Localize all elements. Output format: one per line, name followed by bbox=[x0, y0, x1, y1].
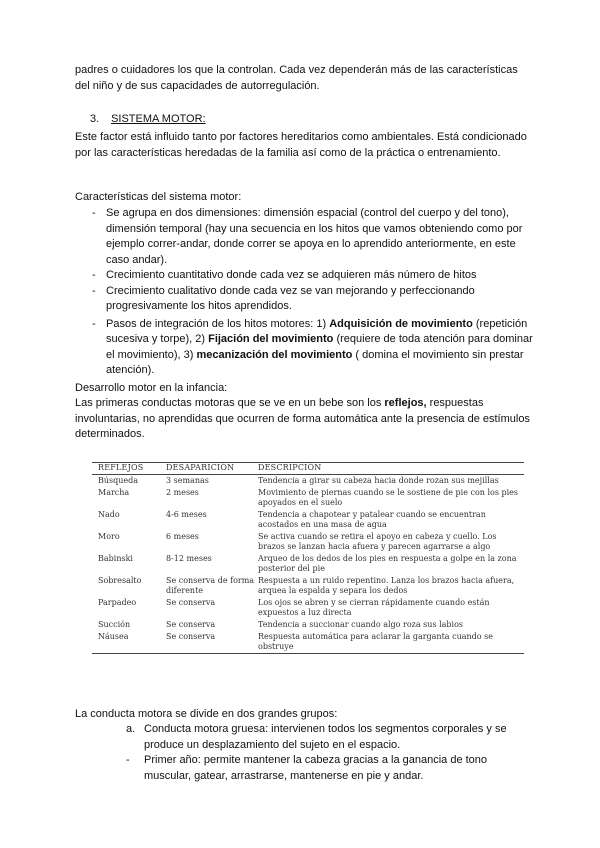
steps-text-2: (repetición sucesiva y torpe), 2) bbox=[106, 317, 528, 345]
intro-paragraph: padres o cuidadores los que la controlan. Cada vez dependerán más de las características del niño y de sus capacidades de autorregulación. bbox=[75, 64, 518, 92]
cell-disappearance: Se conserva de forma diferente bbox=[166, 576, 255, 595]
cell-disappearance: 4-6 meses bbox=[166, 510, 207, 519]
table-row bbox=[92, 532, 524, 552]
steps-text-4: ( domina el movimiento sin prestar atención). bbox=[106, 348, 524, 376]
section-heading bbox=[90, 113, 206, 125]
cell-description: Tendencia a girar su cabeza hacia donde rozan sus mejillas bbox=[258, 476, 499, 485]
cell-description: Movimiento de piernas cuando se le sostiene de pie con los pies apoyados en el suelo bbox=[258, 488, 519, 507]
steps-bold-1: Adquisición de movimiento bbox=[329, 317, 473, 330]
infancy-text-2: respuestas involuntarias, no aprendidas que ocurren de forma automática ante la presencia de estímulos determinados. bbox=[75, 397, 530, 440]
cell-description: Tendencia a chapotear y patalear cuando se encuentran acostados en una masa de agua bbox=[258, 510, 486, 529]
infancy-paragraph bbox=[75, 396, 535, 443]
cell-reflex: Moro bbox=[98, 532, 120, 541]
characteristics-heading: Características del sistema motor: bbox=[75, 191, 242, 203]
header-descripcion: DESCRIPCIÓN bbox=[258, 463, 322, 472]
table-row bbox=[92, 488, 524, 508]
table-row bbox=[92, 620, 524, 630]
header-reflejos: REFLEJOS bbox=[98, 463, 144, 472]
cell-disappearance: Se conserva bbox=[166, 598, 216, 607]
list-item: - Se agrupa en dos dimensiones: dimensión espacial (control del cuerpo y del tono), dimensión temporal (hay una secuencia en los hitos que vamos obteniendo como por ejemplo correr-andar, donde correr se apoya en lo aprendido anteriormente, en este caso andar). bbox=[75, 206, 535, 268]
cell-disappearance: 6 meses bbox=[166, 532, 199, 541]
infancy-text-1: Las primeras conductas motoras que se ve en un bebe son los bbox=[75, 397, 385, 409]
section-title: SISTEMA MOTOR: bbox=[111, 113, 206, 125]
infancy-heading: Desarrollo motor en la infancia: bbox=[75, 382, 228, 394]
cell-disappearance: Se conserva bbox=[166, 620, 216, 629]
characteristics-list bbox=[75, 206, 535, 379]
steps-bold-3: mecanización del movimiento bbox=[196, 348, 353, 361]
cell-disappearance: 8-12 meses bbox=[166, 554, 212, 563]
item-a-marker: a. bbox=[126, 723, 136, 735]
motor-conduct-item-a bbox=[126, 722, 536, 753]
table-row bbox=[92, 476, 524, 486]
item-a-text: Conducta motora gruesa: intervienen todos los segmentos corporales y se produce un desplazamiento del sujeto en el espacio. bbox=[144, 723, 507, 751]
cell-reflex: Náusea bbox=[98, 632, 129, 641]
table-header bbox=[92, 463, 524, 475]
reflexes-bold: reflejos, bbox=[384, 397, 427, 409]
cell-disappearance: 2 meses bbox=[166, 488, 199, 497]
cell-reflex: Babinski bbox=[98, 554, 133, 563]
cell-description: Respuesta automática para aclarar la garganta cuando se obstruye bbox=[258, 632, 493, 651]
reflex-table bbox=[92, 462, 524, 654]
motor-conduct-heading: La conducta motora se divide en dos grandes grupos: bbox=[75, 708, 338, 720]
list-item: - Crecimiento cuantitativo donde cada vez se adquieren más número de hitos bbox=[75, 268, 535, 284]
cell-description: Respuesta a un ruido repentino. Lanza los brazos hacia afuera, arquea la espalda y separa los dedos bbox=[258, 576, 515, 595]
table-row bbox=[92, 554, 524, 574]
table-row bbox=[92, 510, 524, 530]
cell-description: Los ojos se abren y se cierran rápidamente cuando están expuestos a luz directa bbox=[258, 598, 490, 617]
steps-text-1: Pasos de integración de los hitos motores: 1) bbox=[106, 317, 330, 330]
table-row bbox=[92, 576, 524, 596]
cell-disappearance: 3 semanas bbox=[166, 476, 209, 485]
cell-reflex: Parpadeo bbox=[98, 598, 137, 607]
section-paragraph: Este factor está influido tanto por factores hereditarios como ambientales. Está condicionado por las características heredadas de la familia así como de la práctica o entrenamiento. bbox=[75, 131, 527, 159]
section-number: 3. bbox=[90, 113, 100, 125]
cell-reflex: Sobresalto bbox=[98, 576, 142, 585]
cell-reflex: Nado bbox=[98, 510, 120, 519]
cell-reflex: Succión bbox=[98, 620, 131, 629]
cell-reflex: Búsqueda bbox=[98, 476, 139, 485]
list-item: - Crecimiento cualitativo donde cada vez se van mejorando y perfeccionando progresivamente los hitos aprendidos. bbox=[75, 284, 535, 315]
cell-description: Se activa cuando se retira el apoyo en cabeza y cuello. Los brazos se lanzan hacia afuera y parecen agarrarse a algo bbox=[258, 532, 497, 551]
table-row bbox=[92, 632, 524, 652]
motor-conduct-item-b bbox=[126, 753, 536, 784]
cell-description: Arqueo de los dedos de los pies en respuesta a golpe en la zona posterior del pie bbox=[258, 554, 517, 573]
table-row bbox=[92, 598, 524, 618]
header-desaparicion: DESAPARICIÓN bbox=[166, 463, 235, 472]
item-b-marker: - bbox=[126, 754, 130, 766]
steps-text-3: (requiere de toda atención para dominar el movimiento), 3) bbox=[106, 333, 533, 361]
cell-reflex: Marcha bbox=[98, 488, 130, 497]
cell-description: Tendencia a succionar cuando algo roza sus labios bbox=[258, 620, 464, 629]
list-item-steps bbox=[75, 317, 535, 379]
steps-bold-2: Fijación del movimiento bbox=[208, 333, 334, 345]
cell-disappearance: Se conserva bbox=[166, 632, 216, 641]
item-b-text: Primer año: permite mantener la cabeza gracias a la ganancia de tono muscular, gatear, arrastrarse, mantenerse en pie y andar. bbox=[144, 754, 488, 782]
